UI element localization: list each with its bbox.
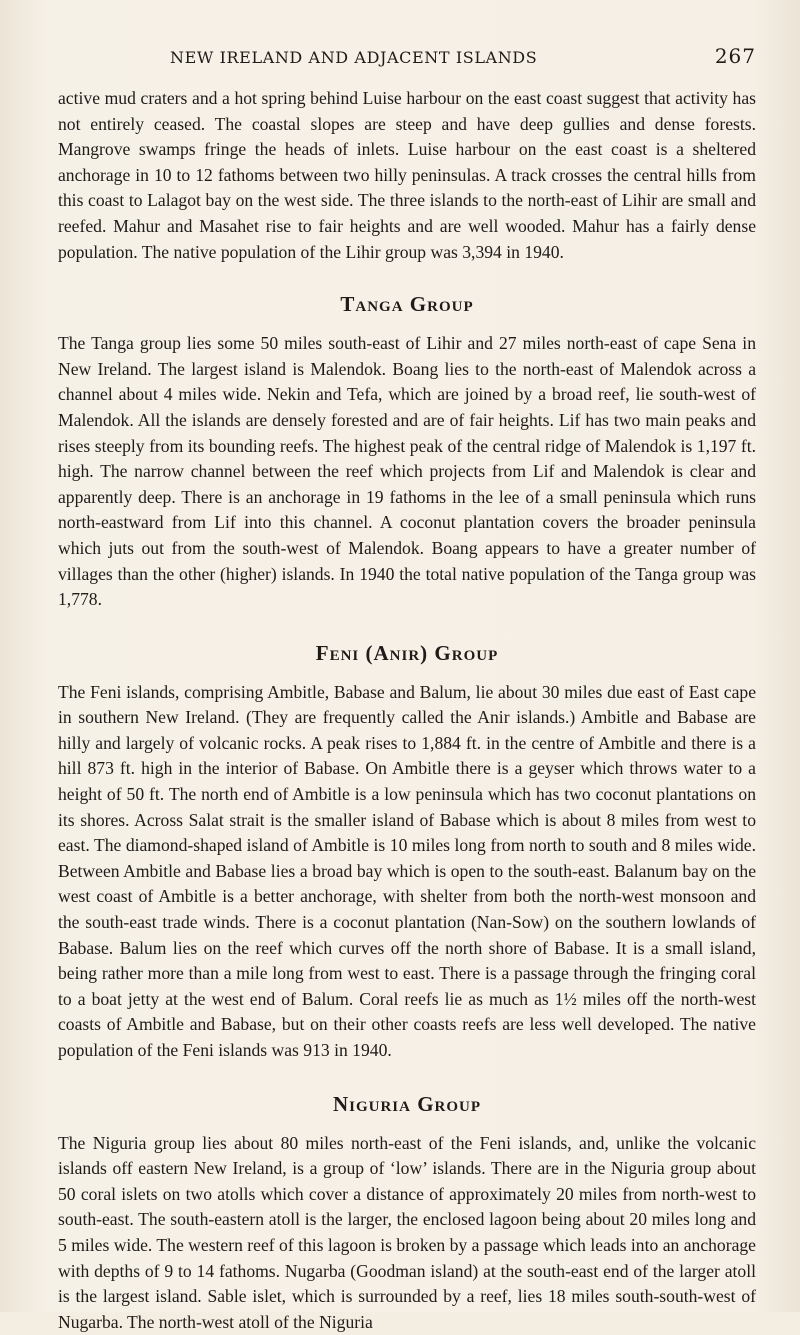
section-heading-feni-group: Feni (Anir) Group <box>315 640 499 665</box>
running-title: NEW IRELAND AND ADJACENT ISLANDS <box>170 48 538 67</box>
paragraph-tanga-group: The Tanga group lies some 50 miles south-east of Lihir and 27 miles north-east of cape Sena in New Ireland. The largest island is Malendok. Boang lies to the north-east of Malendok across a channel about 4 miles wide. Nekin and Tefa, which are joined by a broad reef, lie south-west of Malendok. All the islands are densely forested and are of fair heights. Lif has two main peaks and rises steeply from its bounding reefs. The highest peak of the central ridge of Malendok is 1,197 ft. high. The narrow channel between the reef which projects from Lif and Malendok is clear and apparently deep. There is an anchorage in 19 fathoms in the lee of a small peninsula which runs north-eastward from Lif into this channel. A coconut plantation covers the broader peninsula which juts out from the south-west of Malendok. Boang appears to have a greater number of villages than the other (higher) islands. In 1940 the total native population of the Tanga group was 1,778. <box>58 333 756 610</box>
running-head <box>58 44 756 80</box>
section-heading-niguria-group: Niguria Group <box>332 1091 482 1116</box>
section-heading-tanga-group: Tanga Group <box>340 292 474 317</box>
page-number: 267 <box>714 44 756 68</box>
paragraph-niguria-group: The Niguria group lies about 80 miles north-east of the Feni islands, and, unlike the volcanic islands off eastern New Ireland, is a group of ‘low’ islands. There are in the Niguria group about 50 coral islets on two atolls which cover a distance of approximately 20 miles from north-west to south-east. The south-eastern atoll is the larger, the enclosed lagoon being about 20 miles long and 5 miles wide. The western reef of this lagoon is broken by a passage which leads into an anchorage with depths of 9 to 14 fathoms. Nugarba (Goodman island) at the south-east end of the larger atoll is the largest island. Sable islet, which is surrounded by a reef, lies 18 miles south-south-west of Nugarba. The north-west atoll of the Niguria <box>58 1132 756 1332</box>
intro-paragraph: active mud craters and a hot spring behind Luise harbour on the east coast suggest that activity has not entirely ceased. The coastal slopes are steep and have deep gullies and dense forests. Mangrove swamps fringe the heads of inlets. Luise harbour on the east coast is a sheltered anchorage in 10 to 12 fathoms between two hilly peninsulas. A track crosses the central hills from this coast to Lalagot bay on the west side. The three islands to the north-east of Lihir are small and reefed. Mahur and Masahet rise to fair heights and are well wooded. Mahur has a fairly dense population. The native population of the Lihir group was 3,394 in 1940. <box>58 88 756 262</box>
paragraph-feni-group: The Feni islands, comprising Ambitle, Babase and Balum, lie about 30 miles due east of East cape in southern New Ireland. (They are frequently called the Anir islands.) Ambitle and Babase are hilly and largely of volcanic rocks. A peak rises to 1,884 ft. in the centre of Ambitle and there is a hill 873 ft. high in the interior of Babase. On Ambitle there is a geyser which throws water to a height of 50 ft. The north end of Ambitle is a low peninsula which has two coconut plantations on its shores. Across Salat strait is the smaller island of Babase which is about 8 miles from west to east. The diamond-shaped island of Ambitle is 10 miles long from north to south and 8 miles wide. Between Ambitle and Babase lies a broad bay which is open to the south-east. Balanum bay on the west coast of Ambitle is a better anchorage, with shelter from both the north-west monsoon and the south-east trade winds. There is a coconut plantation (Nan-Sow) on the southern lowlands of Babase. Balum lies on the reef which curves off the north shore of Babase. It is a small island, being rather more than a mile long from west to east. There is a passage through the fringing coral to a boat jetty at the west end of Balum. Coral reefs lie as much as 1½ miles off the north-west coasts of Ambitle and Babase, but on their other coasts reefs are less well developed. The native population of the Feni islands was 913 in 1940. <box>58 681 756 1060</box>
